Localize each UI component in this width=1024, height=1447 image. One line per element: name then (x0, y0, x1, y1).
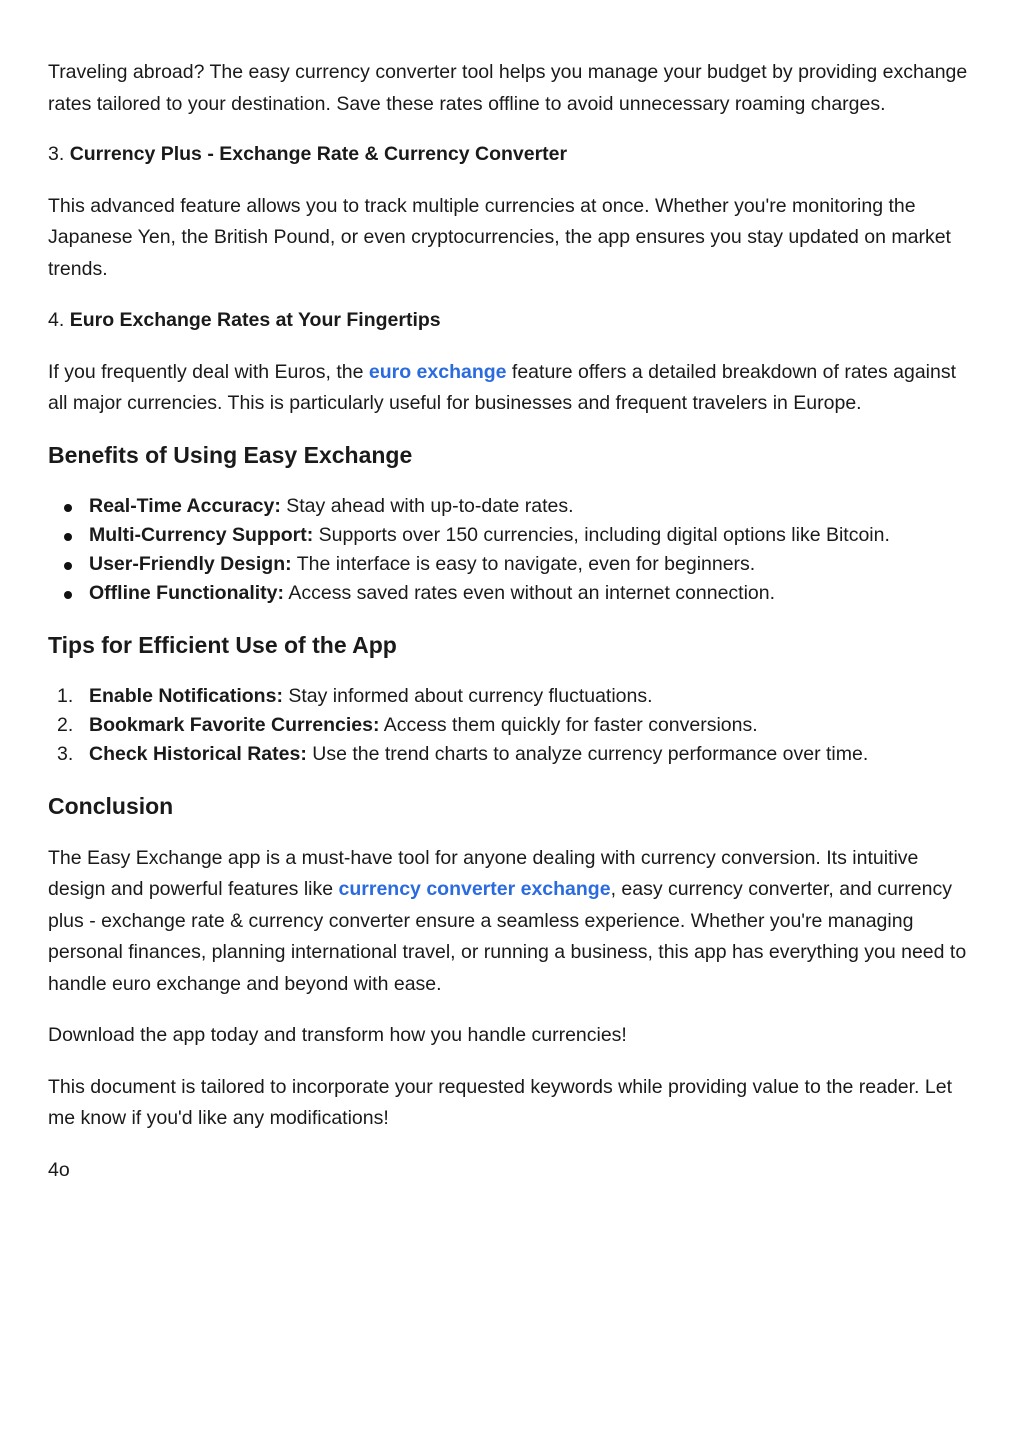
list-item (48, 492, 978, 521)
item-4-heading (48, 305, 978, 337)
conclusion-heading: Conclusion (48, 792, 174, 819)
bullet-dot-icon (64, 504, 72, 512)
list-item (48, 740, 978, 769)
conclusion-text-after: , easy currency converter, and currency plus - exchange rate & currency converter ensure a seamless experience. Whether you're managing personal finances, planning international travel, or running a business, this app has everything you need to handle euro exchange and beyond with ease. (48, 878, 967, 995)
bullet-dot-icon (64, 591, 72, 599)
benefit-text: Access saved rates even without an internet connection. (284, 581, 776, 604)
tip-number: 2. (57, 713, 74, 736)
item-3-heading (48, 139, 978, 171)
conclusion-paragraph (48, 843, 978, 1001)
item-4-number: 4. (48, 309, 70, 331)
bullet-dot-icon (64, 562, 72, 570)
list-item (48, 682, 978, 711)
item-3-title: Currency Plus - Exchange Rate & Currency Converter (69, 143, 568, 165)
item-4-title: Euro Exchange Rates at Your Fingertips (69, 309, 441, 331)
benefit-text: Stay ahead with up-to-date rates. (280, 494, 574, 517)
benefit-label: Offline Functionality: (89, 581, 284, 604)
item-4-body (48, 357, 978, 420)
item-3-body: This advanced feature allows you to track multiple currencies at once. Whether you're monitoring the Japanese Yen, the British Pound, or even cryptocurrencies, the app ensures you stay updated on market trends. (48, 194, 951, 280)
tips-list (48, 682, 978, 769)
benefit-text: Supports over 150 currencies, including digital options like Bitcoin. (313, 523, 890, 546)
tip-label: Bookmark Favorite Currencies: (89, 713, 380, 736)
tip-label: Enable Notifications: (89, 684, 283, 707)
list-item (48, 579, 978, 608)
download-line: Download the app today and transform how you handle currencies! (48, 1024, 627, 1046)
bullet-dot-icon (64, 533, 72, 541)
tip-text: Access them quickly for faster conversions. (379, 713, 758, 736)
tip-number: 1. (57, 684, 74, 707)
list-item (48, 550, 978, 579)
intro-paragraph: Traveling abroad? The easy currency converter tool helps you manage your budget by providing exchange rates tailored to your destination. Save these rates offline to avoid unnecessary roaming charges. (48, 61, 968, 115)
tips-heading: Tips for Efficient Use of the App (48, 631, 397, 658)
list-item (48, 711, 978, 740)
item-4-body-text-before: If you frequently deal with Euros, the (48, 360, 369, 383)
benefit-label: User-Friendly Design: (89, 552, 292, 575)
list-item (48, 521, 978, 550)
benefits-list (48, 492, 978, 608)
euro-exchange-link[interactable]: euro exchange (368, 360, 507, 383)
benefit-label: Multi-Currency Support: (89, 523, 314, 546)
document-page (48, 57, 978, 1186)
footer-note: 4o (48, 1158, 70, 1181)
tip-text: Stay informed about currency fluctuations. (282, 684, 653, 707)
benefit-label: Real-Time Accuracy: (89, 494, 281, 517)
item-4-body-text-after: feature offers a detailed breakdown of rates against all major currencies. This is particularly useful for businesses and frequent travelers in Europe. (48, 360, 957, 414)
disclaimer-paragraph: This document is tailored to incorporate your requested keywords while providing value to the reader. Let me know if you'd like any modifications! (48, 1075, 952, 1129)
conclusion-text-before: The Easy Exchange app is a must-have tool for anyone dealing with currency conversion. Its intuitive design and powerful features like (48, 846, 919, 900)
item-3-number: 3. (48, 143, 70, 165)
tip-number: 3. (57, 742, 74, 765)
benefits-heading: Benefits of Using Easy Exchange (48, 441, 413, 468)
tip-label: Check Historical Rates: (89, 742, 307, 765)
benefit-text: The interface is easy to navigate, even for beginners. (291, 552, 756, 575)
tip-text: Use the trend charts to analyze currency performance over time. (306, 742, 869, 765)
currency-converter-exchange-link[interactable]: currency converter exchange (338, 878, 611, 900)
